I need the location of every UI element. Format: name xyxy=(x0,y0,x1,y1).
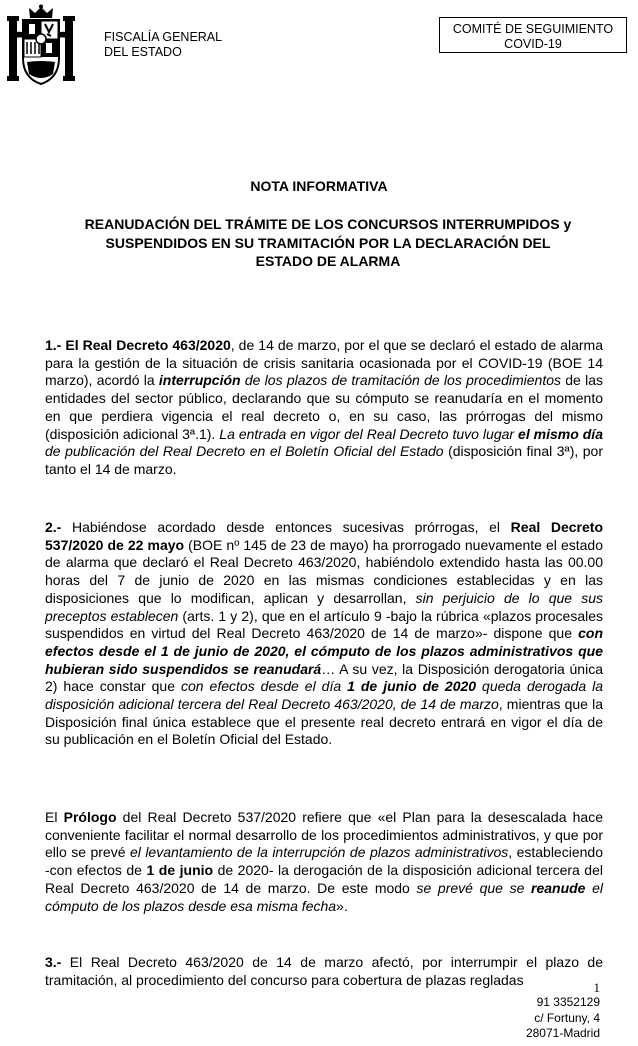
footer-phone: 91 3352129 xyxy=(536,995,600,1010)
organization-name xyxy=(104,30,222,60)
committee-box xyxy=(439,17,627,53)
footer-city: 28071-Madrid xyxy=(525,1025,600,1040)
text-run: interrupción xyxy=(158,372,241,389)
text-run: , mientras que la Disposición final única establece que el presente real decreto entrará en vigor el día de su publicación en el Boletín Oficial del Estado. xyxy=(45,696,603,748)
text-run: 1 de junio xyxy=(146,862,214,879)
text-run: reanude xyxy=(531,879,586,896)
text-run: 1.- El Real Decreto 463/2020 xyxy=(45,337,231,353)
page-number: 1 xyxy=(593,980,600,995)
page-footer xyxy=(526,980,600,1041)
text-run: de 2020- la derogación de la disposición adicional tercera del Real Decreto 463/2020 de 14 de marzo. De este modo xyxy=(45,862,603,896)
text-run: de los plazos de tramitación de los procedimientos xyxy=(240,372,562,389)
text-run: del Real Decreto 537/2020 refiere que «el Plan para la desescalada hace conveniente facilitar el normal desarrollo de los procedimientos administrativos, y que por ello se prevé xyxy=(45,809,604,861)
text-run: Habiéndose acordado desde entonces sucesivas prórrogas, el xyxy=(61,519,511,535)
subtitle-line: REANUDACIÓN DEL TRÁMITE DE LOS CONCURSOS INTERRUMPIDOS y xyxy=(84,216,572,232)
text-run: se prevé que se xyxy=(416,879,531,896)
text-run: de publicación del Real Decreto en el Boletín Oficial del Estado xyxy=(45,443,444,460)
coat-of-arms-icon xyxy=(5,4,77,88)
text-run: Prólogo xyxy=(63,809,117,825)
text-run: 1 de junio de 2020 xyxy=(347,678,477,695)
text-run: … A su vez, la Disposición derogatoria única 2) hace constar que xyxy=(45,660,603,695)
text-run: de las entidades del sector público, declarando que su cómputo se reanudaría en el momento en que perdiera vigencia el real decreto o, en su caso, las prórrogas del mismo (disposición adicional 3ª.1). xyxy=(45,372,603,442)
text-run: , estableciendo -con efectos de xyxy=(45,844,603,879)
text-run: 2.- xyxy=(45,519,62,535)
text-run: , de 14 de marzo, por el que se declaró el estado de alarma para la gestión de la situación de crisis sanitaria ocasionada por el COVID-19 (BOE 14 marzo), acordó la xyxy=(45,337,603,389)
paragraph-4 xyxy=(45,954,603,989)
text-run: el mismo día xyxy=(518,425,603,442)
text-run: El Real Decreto 463/2020 de 14 de marzo afectó, por interrumpir el plazo de tramitación, al procedimiento del concurso para cobertura de plazas regladas xyxy=(45,954,603,988)
text-run: (disposición final 3ª), por tanto el 14 de marzo. xyxy=(45,443,604,477)
document-subtitle xyxy=(48,215,608,271)
text-run: sin perjuicio de lo que sus preceptos establecen xyxy=(45,589,603,624)
text-run: queda derogada la disposición adicional tercera del Real Decreto 463/2020, de 14 de marzo xyxy=(45,678,603,713)
paragraph-3 xyxy=(45,809,603,915)
text-run: 3.- xyxy=(45,954,62,970)
footer-street: c/ Fortuny, 4 xyxy=(534,1010,600,1025)
document-title: NOTA INFORMATIVA xyxy=(250,178,388,194)
text-run: el levantamiento de la interrupción de plazos administrativos xyxy=(129,844,509,861)
text-run: con efectos desde el día xyxy=(181,678,348,695)
text-run: ». xyxy=(336,897,348,914)
subtitle-line: ESTADO DE ALARMA xyxy=(255,253,401,269)
text-run: con efectos desde el 1 de junio de 2020, el cómputo de los plazos administrativos que hubieran sido suspendidos se reanudará xyxy=(45,625,603,677)
text-run: (BOE nº 145 de 23 de mayo) ha prorrogado nuevamente el estado de alarma que declaró el Real Decreto 463/2020, habiéndolo extendido hasta las 00.00 horas del 7 de junio de 2020 en las mismas condiciones establecidas y en las disposiciones que lo modifican, aplican y desarrollan, xyxy=(45,536,603,606)
paragraph-1 xyxy=(45,337,603,479)
subtitle-line: SUSPENDIDOS EN SU TRAMITACIÓN POR LA DECLARACIÓN DEL xyxy=(105,234,551,251)
paragraph-2 xyxy=(45,519,603,749)
text-run: (arts. 1 y 2), que en el artículo 9 -bajo la rúbrica «plazos procesales suspendidos en virtud del Real Decreto 463/2020 de 14 de marzo»- dispone que xyxy=(45,607,603,642)
committee-line-1: COMITÉ DE SEGUIMIENTO xyxy=(452,22,614,36)
org-line-1: FISCALÍA GENERAL xyxy=(104,30,223,44)
committee-line-2: COVID-19 xyxy=(504,37,562,51)
text-run: El xyxy=(45,809,64,825)
org-line-2: DEL ESTADO xyxy=(104,45,182,59)
text-run: Real Decreto 537/2020 de 22 mayo xyxy=(45,519,604,553)
text-run: el cómputo de los plazos desde esa misma fecha xyxy=(45,879,604,914)
text-run: La entrada en vigor del Real Decreto tuvo lugar xyxy=(219,425,519,442)
